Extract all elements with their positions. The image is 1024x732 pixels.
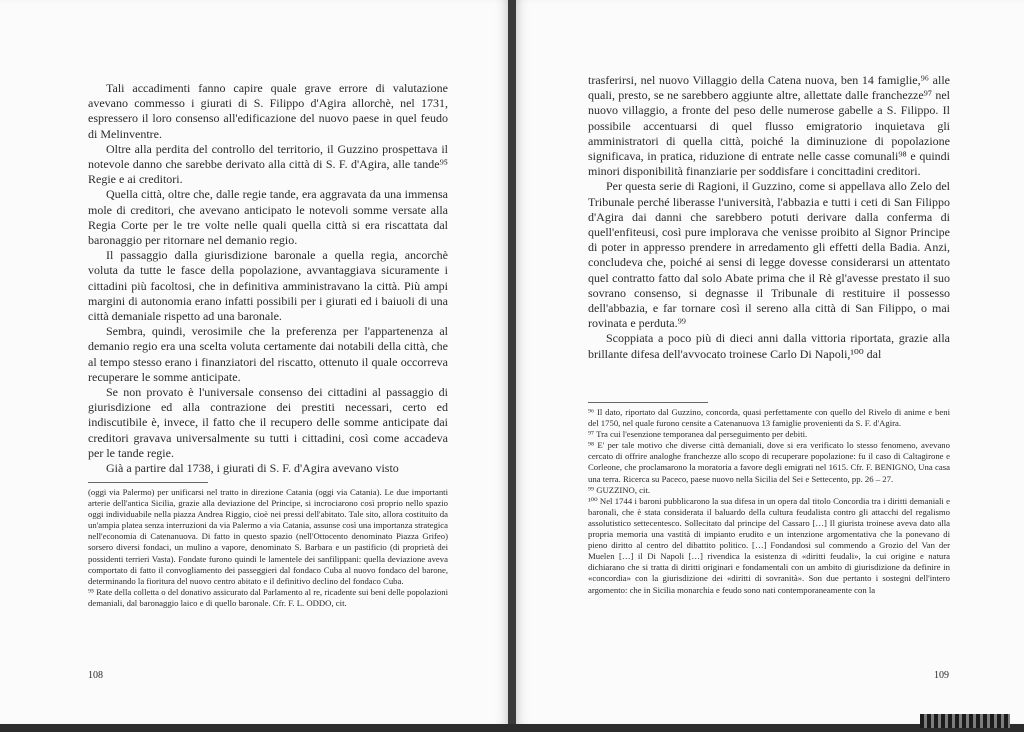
left-footnotes: [88, 487, 448, 609]
page-number: 109: [934, 670, 949, 681]
left-paragraph: Sembra, quindi, verosimile che la preferenza per l'appartenenza al demanio regio era una scelta voluta certamente dai notabili della città, che al tempo stesso erano i finanziatori del riscatto, ottenuto il quale occorreva recuperare le somme anticipate.: [88, 324, 448, 384]
footnote: (oggi via Palermo) per unificarsi nel tratto in direzione Catania (oggi via Catania). Le due importanti arterie dell'antica Sicilia, grazie alla deviazione del Principe, si incrociarono così proprio nello spazio oggi individuabile nella piazza Andrea Riggio, cioè nei pressi dell'abitato. Tale sito, allora costituito da un'ampia platea senza interruzioni da via Palermo a via Catania, assunse così una importanza strategica nell'economia di Catenanuova. Di fatto in questo spazio (nell'Ottocento denominato Piazza Grifeo) sorsero diversi fondaci, un mulino a vapore, denominato S. Barbara e un pastificio (di proprietà dei possidenti terrieri Vasta). Fondate furono quindi le lamentele dei sanfilippani: quella deviazione aveva comportato di fatto il convogliamento dei passeggieri dal fondaco Cuba al nuovo fondaco del barone, determinando la fioritura del nuovo centro abitato e il definitivo declino del fondaco Cuba.: [88, 487, 448, 586]
left-paragraph: Oltre alla perdita del controllo del territorio, il Guzzino prospettava il notevole danno che sarebbe derivato alla città di S. F. d'Agira, alle tande⁹⁵ Regie e ai creditori.: [88, 141, 448, 187]
page-edge-shadow: [0, 724, 1024, 732]
left-paragraph: Quella città, oltre che, dalle regie tande, era aggravata da una immensa mole di creditori, che avevano anticipato le notevoli somme versate alla Regia Corte per le tre volte nelle quali quella città si era riscattata dal baronaggio per ritornare nel demanio regio.: [88, 187, 448, 248]
book-gutter: [508, 0, 516, 732]
footnote: ⁹⁷ Tra cui l'esenzione temporanea dal perseguimento per debiti.: [588, 429, 808, 440]
left-paragraph: Già a partire dal 1738, i giurati di S. F. d'Agira avevano visto: [106, 461, 399, 476]
footnote: ⁹⁹ GUZZINO, cit.: [588, 484, 651, 495]
right-footnotes: [588, 407, 950, 596]
left-paragraph: Se non provato è l'universale consenso dei cittadini al passaggio di giurisdizione ed alla contrazione dei prestiti necessari, certo ed indiscutibile è, invece, il fatto che il recupero delle somme anticipate dai creditori gravava universalmente su tutti i cittadini, così come accadeva per le tande regie.: [88, 385, 448, 460]
footnote-rule: [588, 402, 708, 403]
right-paragraph: Per questa serie di Ragioni, il Guzzino, come si appellava allo Zelo del Tribunale perché liberasse l'università, l'abbazia e tutti i ceti di San Filippo d'Agira dai danni che sarebbero potuti derivare dalla conferma di quell'enfiteusi, così pure implorava che venisse proibito al Signor Principe di poter in appresso prendere in arredamento gli effetti della Badia. Anzi, concludeva che, poiché ai sensi di legge dovesse considerarsi un attentato quel contratto fatto dal solo Abate prima che il Rè gl'avesse prestato il suo sovrano consenso, si degnasse il Tribunale di restituire il possesso dell'abbazia, e far tornare così il sereno alla città di San Filippo, o mai rovinata e perduta.⁹⁹: [588, 179, 950, 331]
page-number: 108: [88, 670, 103, 681]
right-page: [514, 0, 1024, 725]
left-paragraph: Il passaggio dalla giurisdizione baronale a quella regia, ancorchè voluta da tutte le fasce della popolazione, avvantaggiava sicuramente i cittadini più facoltosi, che in definitiva amministravano la città. Più ampi margini di autonomia erano infatti possibili per i giurati ed i baiuoli di una città demaniale rispetto ad una baronale.: [88, 248, 448, 324]
right-paragraph: Scoppiata a poco più di dieci anni dalla vittoria riportata, grazie alla brillante difesa dell'avvocato troinese Carlo Di Napoli,¹⁰⁰ dal: [588, 331, 950, 361]
footnote: ⁹⁵ Rate della colletta o del donativo assicurato dal Parlamento al re, ricadente sui beni delle popolazioni demaniali, dal baronaggio laico e di quello baronale. Cfr. F. L. ODDO, cit.: [88, 586, 448, 608]
page-edge-marks: [920, 714, 1010, 728]
right-paragraph: trasferirsi, nel nuovo Villaggio della Catena nuova, ben 14 famiglie,⁹⁶ alle quali, presto, se ne sarebbero aggiunte altre, allettate dalle franchezze⁹⁷ nel nuovo villaggio, a fronte del peso delle numerose gabelle a S. Filippo. Il possibile accentuarsi di quel flusso emigratorio inquietava gli amministratori di quella città, poiché la diminuzione di popolazione significava, in pratica, riduzione di entrate nelle casse comunali⁹⁸ e quindi minori disponibilità finanziarie per soddisfare i concittadini creditori.: [588, 73, 950, 179]
footnote: ⁹⁶ Il dato, riportato dal Guzzino, concorda, quasi perfettamente con quello del Rivelo di anime e beni del 1750, nel quale furono censite a Catenanuova 13 famiglie provenienti da S. F. d'Agira.: [588, 407, 950, 429]
left-paragraph: Tali accadimenti fanno capire quale grave errore di valutazione avevano commesso i giurati di S. Filippo d'Agira allorchè, nel 1731, espressero il loro consenso all'edificazione del nuovo paese in quel feudo di Melinventre.: [88, 81, 448, 141]
footnote: ¹⁰⁰ Nel 1744 i baroni pubblicarono la sua difesa in un opera dal titolo Concordia tra i diritti demaniali e baronali, che è stata considerata il baluardo della cultura feudalista contro gli attacchi del regalismo assolutistico settecentesco. Sollecitato dal principe del Cassaro […] Il giurista troinese aveva dato alla propria memoria una vastità di impianto erudito e un intenzione argomentativa che la ponevano di pieno diritto al centro del dibattito politico. […] Fondandosi sul commendo a Grozio del Van der Muelen […] il Di Napoli […] rivendica la esistenza di «diritti feudali», la cui origine e natura dichiarano che si tratta di diritti originari e fondamentali con un ambito di giurisdizione da definire in «concordia» con la giurisdizione dei «diritti di sovranità». Son due pertanto i sostegni dell'intero argomento: che in Sicilia monarchia e feudo sono nati contemporaneamente con la: [588, 495, 950, 595]
left-page: [0, 0, 510, 725]
footnote: ⁹⁸ E' per tale motivo che diverse città demaniali, dove si era verificato lo stesso fenomeno, avevano cercato di offrire analoghe franchezze allo scopo di recuperare popolazione: fu il caso di Caltagirone e Corleone, che proclamarono la moratoria a favore degli emigrati nel 1615. Cfr. F. BENIGNO, Una casa una terra. Ricerca su Paceco, paese nuovo nella Sicilia del Sei e Settecento, pp. 26 – 27.: [588, 440, 950, 484]
left-body-text: [88, 81, 448, 476]
right-body-text: [588, 73, 950, 362]
footnote-rule: [88, 482, 208, 483]
